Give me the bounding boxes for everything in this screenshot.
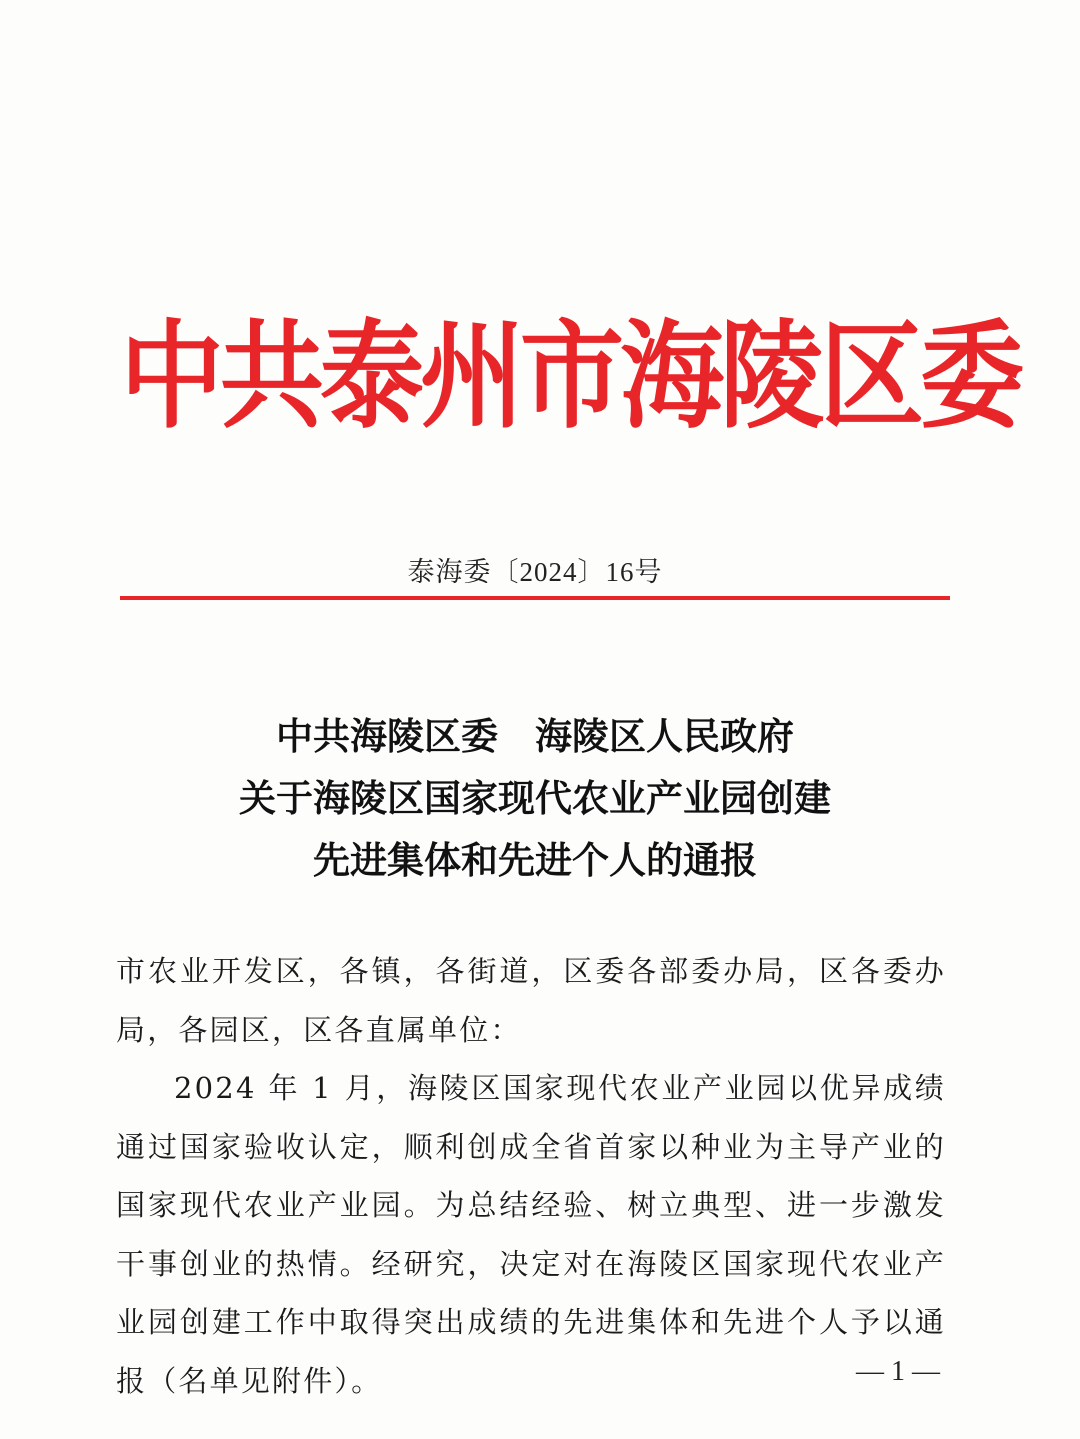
body-paragraph: 2024 年 1 月，海陵区国家现代农业产业园以优异成绩通过国家验收认定，顺利创成全省首家以种业为主导产业的国家现代农业产业园。为总结经验、树立典型、进一步激发干事创业的热情。经研究，决定对在海陵区国家现代农业产业园创建工作中取得突出成绩的先进集体和先进个人予以通报（名单见附件）。	[116, 1071, 946, 1398]
page-number: — 1 —	[856, 1356, 940, 1387]
masthead-title: 中共泰州市海陵区委	[120, 306, 1021, 445]
red-divider-line	[120, 596, 950, 600]
document-body	[116, 942, 946, 1410]
notice-title-line-2: 关于海陵区国家现代农业产业园创建	[239, 777, 831, 820]
notice-title-line-3: 先进集体和先进个人的通报	[313, 839, 757, 882]
document-number: 泰海委〔2024〕16号	[407, 557, 663, 587]
addressee-line: 市农业开发区，各镇，各街道，区委各部委办局，区各委办局，各园区，区各直属单位：	[116, 954, 946, 1047]
notice-title-line-1: 中共海陵区委 海陵区人民政府	[276, 715, 794, 758]
notice-title	[120, 706, 950, 892]
